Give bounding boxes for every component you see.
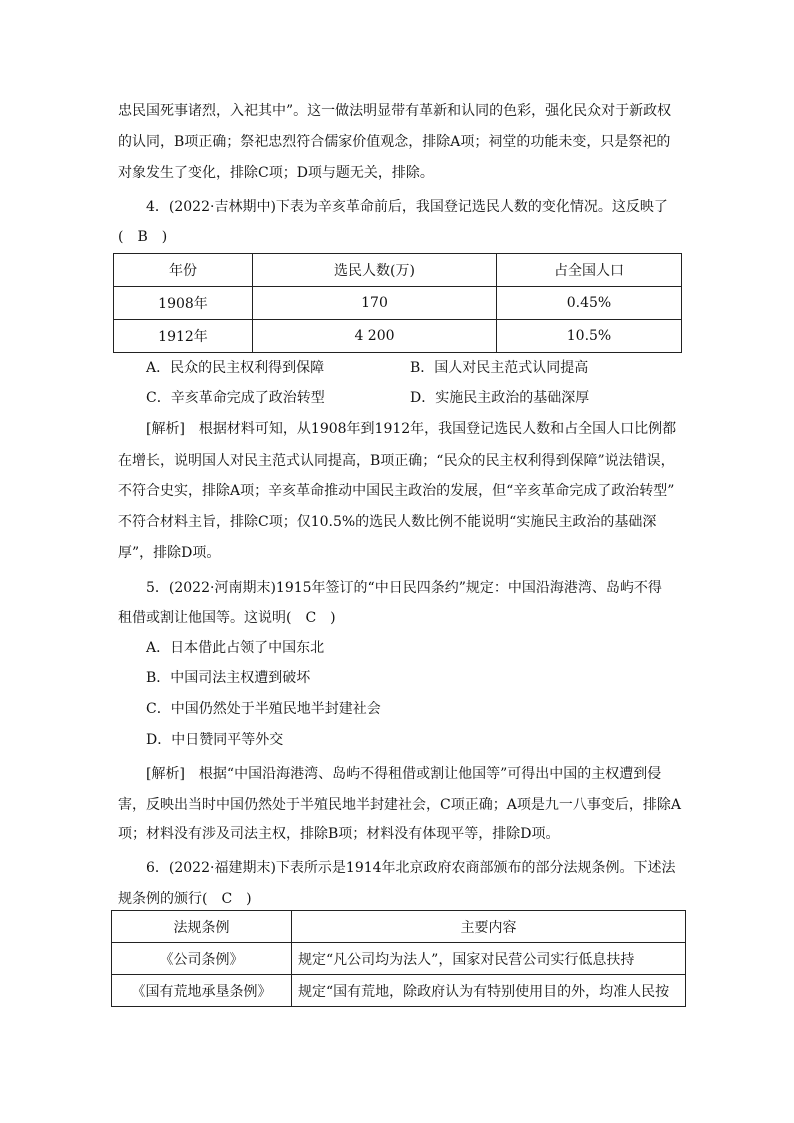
option-d: D．中日赞同平等外交	[146, 732, 284, 748]
question-4-stem: 4．(2022·吉林期中)下表为辛亥革命前后，我国登记选民人数的变化情况。这反映了	[146, 199, 668, 215]
table-row	[112, 975, 686, 1007]
table-cell: 4 200	[253, 320, 497, 353]
table-row	[112, 943, 686, 975]
question-6-stem: 规条例的颁行( C )	[118, 891, 252, 907]
table-cell: 规定“国有荒地，除政府认为有特别使用目的外，均准人民按	[292, 975, 686, 1007]
question-5-stem: 租借或割让他国等。这说明( C )	[118, 610, 336, 626]
table-header: 主要内容	[292, 911, 686, 943]
analysis-line: 害，反映出当时中国仍然处于半殖民地半封建社会，C项正确；A项是九一八事变后，排除A	[118, 797, 681, 813]
text-line: 的认同，B项正确；祭祀忠烈符合儒家价值观念，排除A项；祠堂的功能未变，只是祭祀的	[118, 134, 671, 150]
table-header-row	[114, 254, 682, 287]
option-c: C．中国仍然处于半殖民地半封建社会	[146, 701, 381, 717]
table-cell: 10.5%	[497, 320, 682, 353]
table-header: 选民人数(万)	[253, 254, 497, 287]
analysis-line: 项；材料没有涉及司法主权，排除B项；材料没有体现平等，排除D项。	[118, 826, 560, 842]
table-cell: 1908年	[114, 287, 253, 320]
analysis-line: 不符合史实，排除A项；辛亥革命推动中国民主政治的发展，但“辛亥革命完成了政治转型”	[118, 483, 675, 499]
regulations-table	[111, 910, 686, 1007]
option-a: A．民众的民主权利得到保障	[146, 360, 325, 376]
analysis-line: [解析] 根据材料可知，从1908年到1912年，我国登记选民人数和占全国人口比例都	[146, 421, 677, 437]
option-c: C．辛亥革命完成了政治转型	[146, 390, 325, 406]
analysis-line: [解析] 根据“中国沿海港湾、岛屿不得租借或割让他国等”可得出中国的主权遭到侵	[146, 766, 662, 782]
table-header: 年份	[114, 254, 253, 287]
table-row	[114, 320, 682, 353]
text-line: 忠民国死事诸烈，入祀其中”。这一做法明显带有革新和认同的色彩，强化民众对于新政权	[118, 103, 672, 119]
option-d: D．实施民主政治的基础深厚	[410, 390, 590, 406]
question-5-stem: 5．(2022·河南期末)1915年签订的“中日民四条约”规定：中国沿海港湾、岛屿不得	[146, 580, 662, 596]
question-6-stem: 6．(2022·福建期末)下表所示是1914年北京政府农商部颁布的部分法规条例。下述法	[146, 860, 676, 876]
table-row	[114, 287, 682, 320]
table-cell: 《国有荒地承垦条例》	[112, 975, 292, 1007]
table-cell: 《公司条例》	[112, 943, 292, 975]
question-4-answer: ( B )	[118, 229, 168, 245]
analysis-line: 不符合材料主旨，排除C项；仅10.5%的选民人数比例不能说明“实施民主政治的基础深	[118, 514, 657, 530]
table-header: 法规条例	[112, 911, 292, 943]
voter-table	[113, 253, 682, 353]
option-b: B．中国司法主权遭到破坏	[146, 670, 311, 686]
option-a: A．日本借此占领了中国东北	[146, 640, 325, 656]
table-header-row	[112, 911, 686, 943]
table-cell: 规定“凡公司均为法人”，国家对民营公司实行低息扶持	[292, 943, 686, 975]
analysis-line: 厚”，排除D项。	[118, 545, 221, 561]
option-b: B．国人对民主范式认同提高	[410, 360, 589, 376]
table-cell: 170	[253, 287, 497, 320]
analysis-line: 在增长，说明国人对民主范式认同提高，B项正确；“民众的民主权利得到保障”说法错误，	[118, 453, 675, 469]
table-header: 占全国人口	[497, 254, 682, 287]
table-cell: 0.45%	[497, 287, 682, 320]
table-cell: 1912年	[114, 320, 253, 353]
text-line: 对象发生了变化，排除C项；D项与题无关，排除。	[118, 165, 434, 181]
